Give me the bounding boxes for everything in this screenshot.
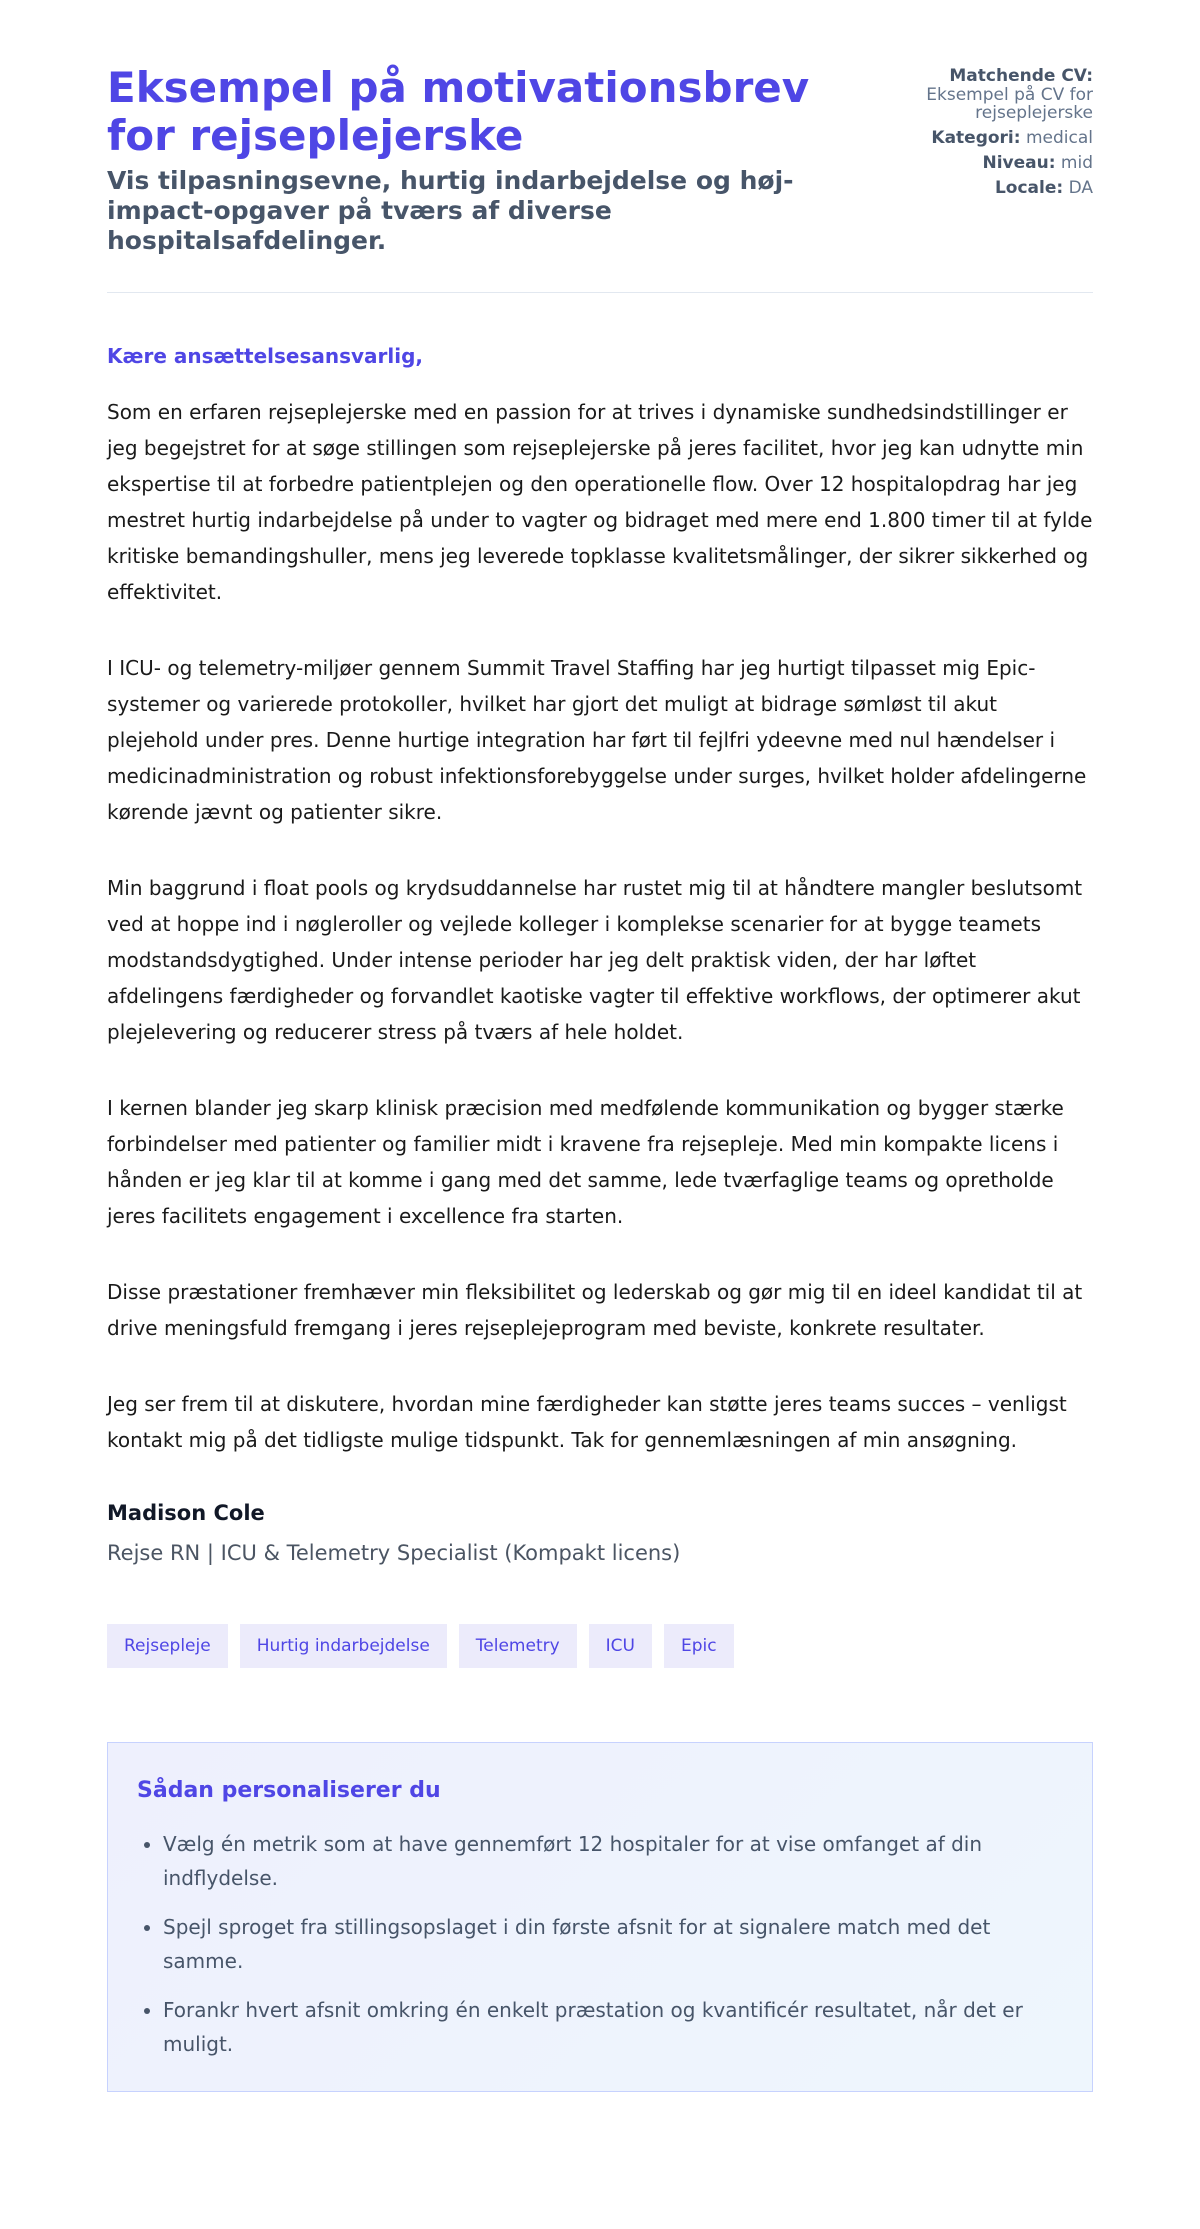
tag-chip[interactable]: ICU	[589, 1624, 652, 1668]
header-divider	[107, 292, 1093, 293]
letter-salutation: Kære ansættelsesansvarlig,	[107, 344, 424, 368]
page-subtitle: Vis tilpasningsevne, hurtig indarbejdelse og høj-impact-opgaver på tværs af diverse hospitalsafdelinger.	[107, 166, 794, 255]
meta-category	[873, 129, 1093, 147]
letter-body	[107, 394, 1093, 1458]
signature-role: Rejse RN | ICU & Telemetry Specialist (Kompakt licens)	[107, 1541, 681, 1565]
letter-paragraph: Jeg ser frem til at diskutere, hvordan mine færdigheder kan støtte jeres teams succes – venligst kontakt mig på det tidligste mulige tidspunkt. Tak for gennemlæsningen af min ansøgning.	[107, 1392, 1067, 1452]
tag-chip[interactable]: Rejsepleje	[107, 1624, 228, 1668]
tip-item: • Vælg én metrik som at have gennemført 12 hospitaler for at vise omfanget af din indflydelse.	[163, 1827, 1063, 1895]
tag-chip[interactable]: Hurtig indarbejdelse	[240, 1624, 447, 1668]
tips-list	[137, 1827, 1063, 2061]
meta-level-value: mid	[1060, 153, 1093, 173]
personalization-tips-box	[107, 1742, 1093, 2092]
letter-paragraph: Disse præstationer fremhæver min fleksibilitet og lederskab og gør mig til en ideel kandidat til at drive meningsfuld fremgang i jeres rejseplejeprogram med beviste, konkrete resultater.	[107, 1280, 1083, 1340]
meta-level	[873, 154, 1093, 172]
letter-paragraph: Min baggrund i float pools og krydsuddannelse har rustet mig til at håndtere mangler beslutsomt ved at hoppe ind i nøgleroller og vejlede kolleger i komplekse scenarier for at bygge teamets modstandsdygtighed. Under intense perioder har jeg delt praktisk viden, der har løftet afdelingens færdigheder og forvandlet kaotiske vagter til effektive workflows, der optimerer akut plejelevering og reducerer stress på tværs af hele holdet.	[107, 876, 1083, 1044]
tip-item: • Spejl sproget fra stillingsopslaget i din første afsnit for at signalere match med det samme.	[163, 1910, 1063, 1978]
page-header	[107, 64, 1093, 256]
tips-title: Sådan personaliserer du	[137, 1778, 441, 1803]
signature-block	[107, 1500, 1093, 1566]
tag-chip[interactable]: Epic	[664, 1624, 734, 1668]
letter-paragraph: I kernen blander jeg skarp klinisk præcision med medfølende kommunikation og bygger stærke forbindelser med patienter og familier midt i kravene fra rejsepleje. Med min kompakte licens i hånden er jeg klar til at komme i gang med det samme, lede tværfaglige teams og opretholde jeres facilitets engagement i excellence fra starten.	[107, 1096, 1064, 1228]
meta-locale-label: Locale:	[994, 178, 1064, 198]
meta-locale-value: DA	[1068, 178, 1093, 198]
meta-panel	[873, 64, 1093, 204]
meta-level-label: Niveau:	[982, 153, 1056, 173]
meta-cv-link[interactable]: Eksempel på CV for rejseplejerske	[926, 85, 1093, 123]
meta-cv-label: Matchende CV:	[949, 66, 1093, 86]
meta-category-label: Kategori:	[931, 128, 1021, 148]
signature-name: Madison Cole	[107, 1501, 265, 1525]
letter-paragraph: Som en erfaren rejseplejerske med en passion for at trives i dynamiske sundhedsindstillinger er jeg begejstret for at søge stillingen som rejseplejerske på jeres facilitet, hvor jeg kan udnytte min ekspertise til at forbedre patientplejen og den operationelle flow. Over 12 hospitalopdrag har jeg mestret hurtig indarbejdelse på under to vagter og bidraget med mere end 1.800 timer til at fylde kritiske bemandingshuller, mens jeg leverede topklasse kvalitetsmålinger, der sikrer sikkerhed og effektivitet.	[107, 400, 1093, 604]
meta-category-value: medical	[1025, 128, 1093, 148]
header-titles	[107, 64, 827, 256]
tag-list	[107, 1624, 1093, 1668]
meta-locale	[873, 179, 1093, 197]
meta-cv	[873, 67, 1093, 122]
tag-chip[interactable]: Telemetry	[459, 1624, 577, 1668]
page-title: Eksempel på motivationsbrev for rejseplejerske	[107, 63, 810, 160]
tip-item: • Forankr hvert afsnit omkring én enkelt præstation og kvantificér resultatet, når det er muligt.	[163, 1993, 1063, 2061]
letter-paragraph: I ICU- og telemetry-miljøer gennem Summit Travel Staffing har jeg hurtigt tilpasset mig Epic-systemer og varierede protokoller, hvilket har gjort det muligt at bidrage sømløst til akut plejehold under pres. Denne hurtige integration har ført til fejlfri ydeevne med nul hændelser i medicinadministration og robust infektionsforebyggelse under surges, hvilket holder afdelingerne kørende jævnt og patienter sikre.	[107, 656, 1087, 824]
